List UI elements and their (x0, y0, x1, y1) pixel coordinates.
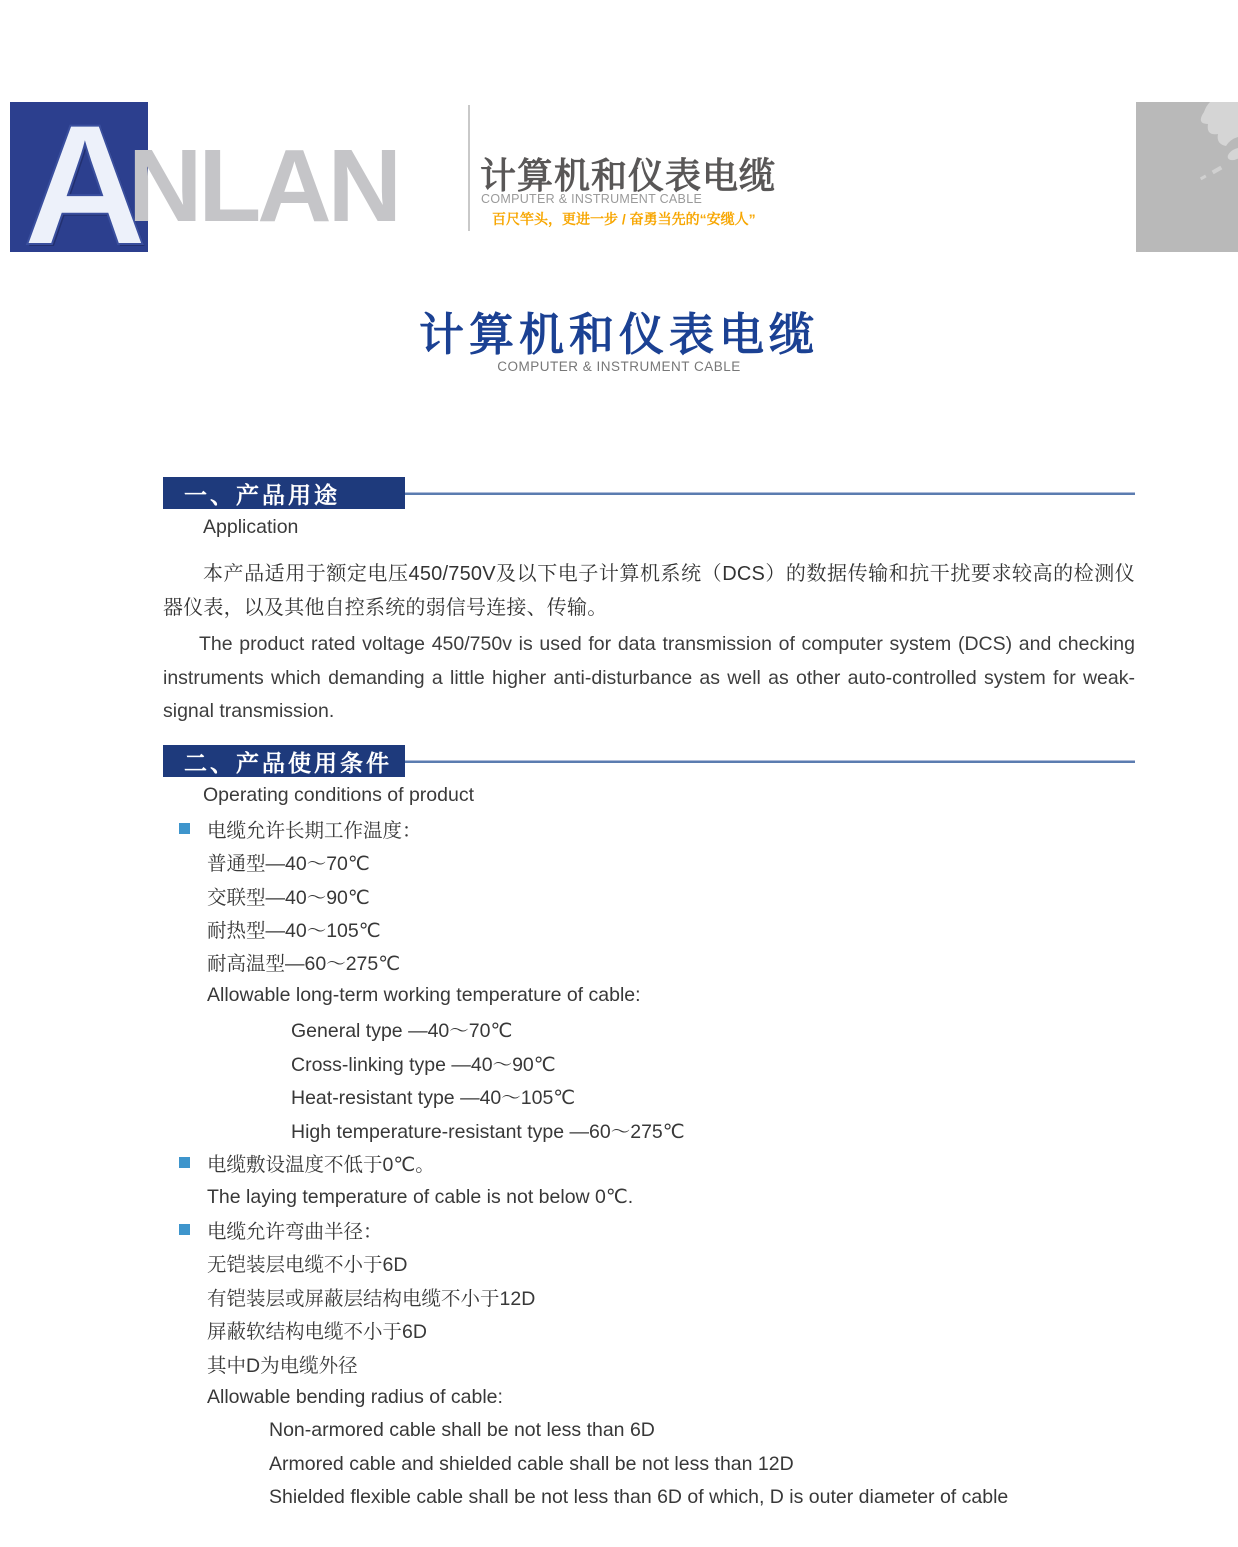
condition-line (163, 1280, 1135, 1313)
condition-text: 电缆允许长期工作温度： (207, 819, 422, 842)
condition-text: 耐高温型—60～275℃ (207, 953, 401, 976)
condition-line (163, 812, 1135, 845)
condition-line (163, 1146, 1135, 1179)
header-divider-line (468, 105, 470, 231)
condition-line (163, 1113, 1135, 1146)
condition-text: 耐热型—40～105℃ (207, 920, 381, 943)
section-2-header (163, 745, 1135, 777)
page-subtitle: COMPUTER & INSTRUMENT CABLE (497, 359, 741, 374)
bullet-square-icon (179, 823, 190, 834)
condition-line (163, 1046, 1135, 1079)
condition-line (163, 979, 1135, 1012)
condition-line (163, 1481, 1135, 1514)
condition-text: 其中D为电缆外径 (207, 1354, 358, 1377)
section-1-subtitle-en: Application (203, 516, 299, 538)
condition-text: 屏蔽软结构电缆不小于6D (207, 1321, 427, 1344)
condition-text: The laying temperature of cable is not below 0℃. (207, 1185, 634, 1208)
header-product-title-cn: 计算机和仪表电缆 (480, 155, 777, 196)
section-2-subtitle-en: Operating conditions of product (203, 784, 475, 806)
section-heading-rule (405, 492, 1135, 495)
application-paragraph-en: The product rated voltage 450/750v is used for data transmission of computer system (DCS) and checking instruments which demanding a little higher anti-disturbance as well as other auto-controlled system for weak-signal transmission. (163, 633, 1135, 722)
condition-line (163, 1347, 1135, 1380)
condition-text: Cross-linking type —40～90℃ (291, 1053, 556, 1076)
condition-text: High temperature-resistant type —60～275℃ (291, 1120, 685, 1143)
section-1-header (163, 477, 1135, 509)
condition-line (163, 1314, 1135, 1347)
condition-line (163, 1380, 1135, 1413)
condition-text: Non-armored cable shall be not less than 6D (269, 1419, 655, 1442)
condition-line (163, 1080, 1135, 1113)
bullet-square-icon (179, 1224, 190, 1235)
section-2-heading-text: 二、产品使用条件 (184, 749, 392, 776)
application-paragraph-cn: 本产品适用于额定电压450/750V及以下电子计算机系统（DCS）的数据传输和抗干扰要求较高的检测仪器仪表，以及其他自控系统的弱信号连接、传输。 (163, 563, 1135, 619)
condition-line (163, 946, 1135, 979)
condition-line (163, 912, 1135, 945)
condition-line (163, 1247, 1135, 1280)
page-title: 计算机和仪表电缆 (418, 309, 819, 360)
condition-text: General type —40～70℃ (291, 1020, 513, 1043)
condition-text: 交联型—40～90℃ (207, 886, 370, 909)
condition-text: Heat-resistant type —40～105℃ (291, 1087, 576, 1110)
corner-decoration (1136, 102, 1238, 252)
section-1-heading-text: 一、产品用途 (184, 481, 340, 508)
condition-line (163, 1447, 1135, 1480)
condition-text: 电缆敷设温度不低于0℃。 (207, 1154, 435, 1177)
condition-text: 电缆允许弯曲半径： (207, 1220, 383, 1243)
logo-wordmark: NLAN (128, 128, 399, 243)
section-heading-rule (405, 760, 1135, 763)
condition-text: 无铠装层电缆不小于6D (207, 1254, 408, 1277)
condition-line (163, 845, 1135, 878)
section-1-heading-box (163, 477, 405, 509)
condition-line (163, 879, 1135, 912)
condition-line (163, 1414, 1135, 1447)
condition-text: Allowable bending radius of cable: (207, 1385, 503, 1408)
condition-line (163, 1013, 1135, 1046)
condition-text: Shielded flexible cable shall be not less than 6D of which, D is outer diameter of cable (269, 1485, 1009, 1508)
condition-line (163, 1213, 1135, 1246)
leaf-icon (1166, 102, 1238, 216)
logo-letter-a-icon: A (22, 102, 148, 252)
condition-text: 普通型—40～70℃ (207, 853, 370, 876)
bullet-square-icon (179, 1157, 190, 1168)
condition-text: Armored cable and shielded cable shall be not less than 12D (269, 1452, 794, 1475)
condition-line (163, 1180, 1135, 1213)
conditions-list (163, 812, 1135, 1514)
section-2-heading-box (163, 745, 405, 777)
condition-text: 有铠装层或屏蔽层结构电缆不小于12D (207, 1287, 536, 1310)
condition-text: Allowable long-term working temperature of cable: (207, 984, 641, 1007)
header-tagline: 百尺竿头，更进一步 / 奋勇当先的“安缆人” (492, 211, 756, 227)
header-product-subtitle-en: COMPUTER & INSTRUMENT CABLE (481, 192, 703, 206)
